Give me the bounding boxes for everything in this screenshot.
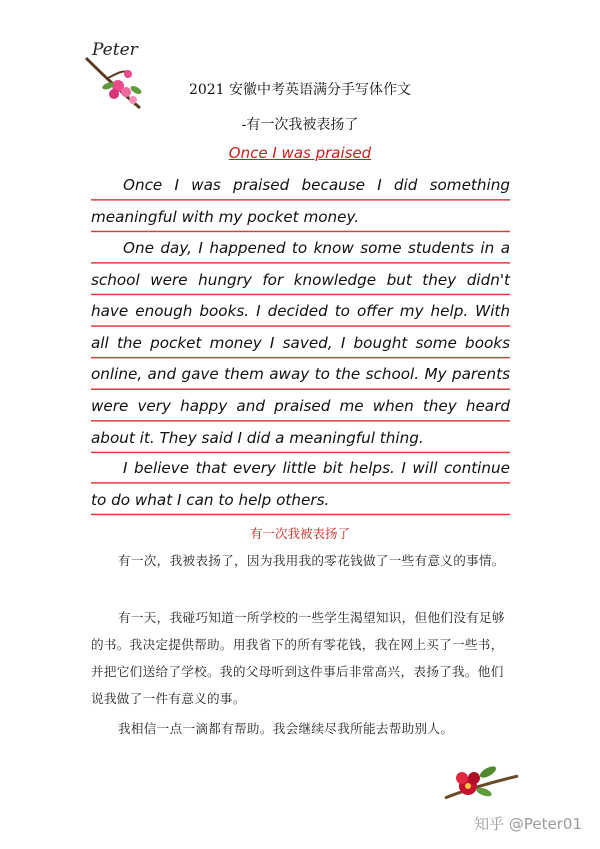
english-paragraph-3: I believe that every little bit helps. I will continue to do what I can to help others. xyxy=(91,453,510,516)
zhihu-watermark: 知乎 @Peter01 xyxy=(474,815,582,833)
english-title: Once I was praised xyxy=(228,144,372,162)
flower-decoration xyxy=(440,748,520,808)
peter-logo xyxy=(78,30,158,120)
flower-icon xyxy=(440,748,520,808)
header-subtitle: -有一次我被表扬了 xyxy=(241,117,359,133)
english-paragraph-1: Once I was praised because I did something meaningful with my pocket money. xyxy=(91,170,510,233)
header-title: 2021 安徽中考英语满分手写体作文 xyxy=(188,82,412,98)
chinese-paragraph-2: 有一天，我碰巧知道一所学校的一些学生渴望知识，但他们没有足够的书。我决定提供帮助。用我省下的所有零花钱，我在网上买了一些书，并把它们送给了学校。我的父母听到这件事后非常高兴，表扬了我。他们说我做了一件有意义的事。 xyxy=(91,610,505,706)
logo-text: Peter xyxy=(92,40,138,60)
chinese-title: 有一次我被表扬了 xyxy=(249,526,350,541)
chinese-paragraph-3: 我相信一点一滴都有帮助。我会继续尽我所能去帮助别人。 xyxy=(118,721,454,736)
english-paragraph-2: One day, I happened to know some students in a school were hungry for knowledge but they didn't have enough books. I decided to offer my help. With all the pocket money I saved, I bought some books online, and gave them away to the school. My parents were very happy and praised me when they heard about it. They said I did a meaningful thing. xyxy=(91,233,510,454)
chinese-paragraph-1: 有一次，我被表扬了，因为我用我的零花钱做了一些有意义的事情。 xyxy=(118,553,505,568)
